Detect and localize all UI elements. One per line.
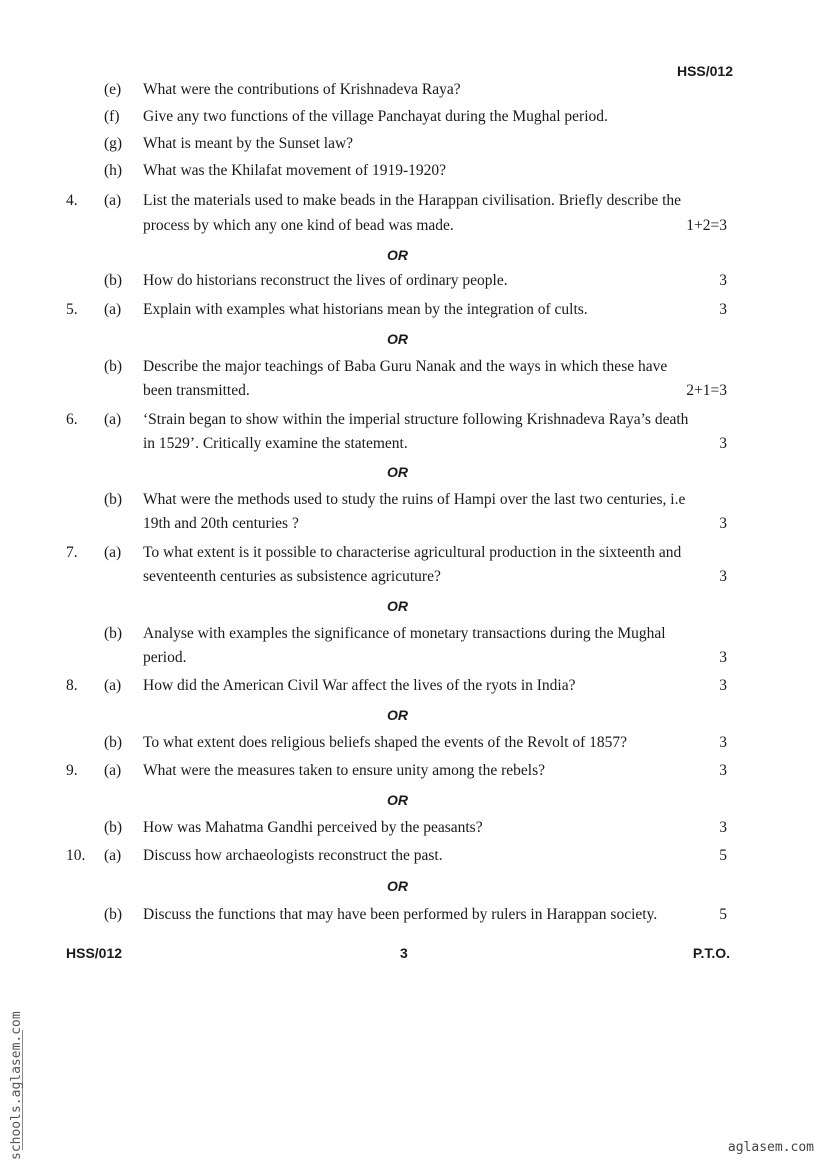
- sub-label: (a): [104, 847, 122, 864]
- question-line: [0, 487, 826, 513]
- question-number: 9.: [66, 762, 78, 779]
- question-text: been transmitted.: [143, 382, 250, 399]
- question-line: [0, 621, 826, 647]
- page-number: 3: [400, 945, 408, 961]
- pto-label: P.T.O.: [692, 945, 730, 961]
- marks: 1+2=3: [686, 217, 727, 234]
- question-text: Explain with examples what historians mean by the integration of cults.: [143, 301, 588, 318]
- question-number: 5.: [66, 301, 78, 318]
- question-line: [0, 431, 826, 457]
- question-text: Discuss the functions that may have been performed by rulers in Harappan society.: [143, 906, 658, 923]
- footer-code: HSS/012: [66, 945, 123, 961]
- question-line: [0, 77, 826, 103]
- sub-label: (a): [104, 677, 122, 694]
- question-text: How do historians reconstruct the lives of ordinary people.: [143, 272, 508, 289]
- question-number: 7.: [66, 544, 78, 561]
- question-line: [0, 213, 826, 239]
- question-line: [0, 158, 826, 184]
- question-line: [0, 188, 826, 214]
- question-text: To what extent is it possible to characterise agricultural production in the sixteenth and: [143, 544, 682, 561]
- question-line: [0, 354, 826, 380]
- sub-label: (b): [104, 819, 123, 836]
- sub-label: (a): [104, 301, 122, 318]
- sub-label: (b): [104, 906, 123, 923]
- question-text: seventeenth centuries as subsistence agricuture?: [143, 568, 441, 585]
- marks: 3: [719, 568, 727, 585]
- sub-label: (a): [104, 544, 122, 561]
- or-divider: OR: [387, 878, 408, 894]
- question-text: What is meant by the Sunset law?: [143, 135, 354, 152]
- question-line: [0, 297, 826, 323]
- question-line: [0, 843, 826, 869]
- sub-label: (a): [104, 762, 122, 779]
- sub-label: (b): [104, 358, 123, 375]
- question-text: What were the methods used to study the ruins of Hampi over the last two centuries, i.e: [143, 491, 686, 508]
- sub-label: (b): [104, 272, 123, 289]
- sub-label: (g): [104, 135, 123, 152]
- corner-watermark: aglasem.com: [727, 1140, 814, 1155]
- marks: 3: [719, 435, 727, 452]
- side-watermark: schools.aglasem.com: [9, 1011, 24, 1160]
- marks: 2+1=3: [686, 382, 727, 399]
- question-text: process by which any one kind of bead was made.: [143, 217, 454, 234]
- marks: 5: [719, 906, 727, 923]
- sub-label: (f): [104, 108, 120, 125]
- question-text: How did the American Civil War affect the lives of the ryots in India?: [143, 677, 576, 694]
- marks: 3: [719, 762, 727, 779]
- question-text: To what extent does religious beliefs shaped the events of the Revolt of 1857?: [143, 734, 628, 751]
- question-text: Give any two functions of the village Panchayat during the Mughal period.: [143, 108, 608, 125]
- question-text: in 1529’. Critically examine the statement.: [143, 435, 408, 452]
- question-text: Analyse with examples the significance of monetary transactions during the Mughal: [143, 625, 666, 642]
- question-text: What was the Khilafat movement of 1919-1920?: [143, 162, 447, 179]
- or-divider: OR: [387, 598, 408, 614]
- question-line: [0, 104, 826, 130]
- question-number: 6.: [66, 411, 78, 428]
- question-text: List the materials used to make beads in the Harappan civilisation. Briefly describe the: [143, 192, 682, 209]
- question-line: [0, 758, 826, 784]
- question-line: [0, 378, 826, 404]
- sub-label: (b): [104, 625, 123, 642]
- header-code: HSS/012: [676, 63, 733, 79]
- question-line: [0, 815, 826, 841]
- marks: 5: [719, 847, 727, 864]
- question-line: [0, 730, 826, 756]
- question-line: [0, 407, 826, 433]
- marks: 3: [719, 734, 727, 751]
- question-text: period.: [143, 649, 187, 666]
- or-divider: OR: [387, 464, 408, 480]
- marks: 3: [719, 819, 727, 836]
- question-text: How was Mahatma Gandhi perceived by the peasants?: [143, 819, 483, 836]
- question-text: What were the contributions of Krishnadeva Raya?: [143, 81, 461, 98]
- or-divider: OR: [387, 331, 408, 347]
- question-line: [0, 268, 826, 294]
- marks: 3: [719, 272, 727, 289]
- question-text: Describe the major teachings of Baba Guru Nanak and the ways in which these have: [143, 358, 668, 375]
- marks: 3: [719, 677, 727, 694]
- sub-label: (b): [104, 734, 123, 751]
- sub-label: (b): [104, 491, 123, 508]
- question-line: [0, 564, 826, 590]
- sub-label: (a): [104, 192, 122, 209]
- question-number: 10.: [66, 847, 86, 864]
- marks: 3: [719, 649, 727, 666]
- question-number: 4.: [66, 192, 78, 209]
- question-line: [0, 673, 826, 699]
- sub-label: (a): [104, 411, 122, 428]
- question-line: [0, 902, 826, 928]
- or-divider: OR: [387, 247, 408, 263]
- question-line: [0, 540, 826, 566]
- sub-label: (e): [104, 81, 122, 98]
- question-line: [0, 511, 826, 537]
- sub-label: (h): [104, 162, 123, 179]
- question-number: 8.: [66, 677, 78, 694]
- question-text: What were the measures taken to ensure unity among the rebels?: [143, 762, 545, 779]
- question-line: [0, 645, 826, 671]
- question-text: ‘Strain began to show within the imperial structure following Krishnadeva Raya’s death: [143, 411, 689, 428]
- marks: 3: [719, 301, 727, 318]
- or-divider: OR: [387, 792, 408, 808]
- question-text: Discuss how archaeologists reconstruct the past.: [143, 847, 443, 864]
- or-divider: OR: [387, 707, 408, 723]
- question-line: [0, 131, 826, 157]
- question-text: 19th and 20th centuries ?: [143, 515, 299, 532]
- marks: 3: [719, 515, 727, 532]
